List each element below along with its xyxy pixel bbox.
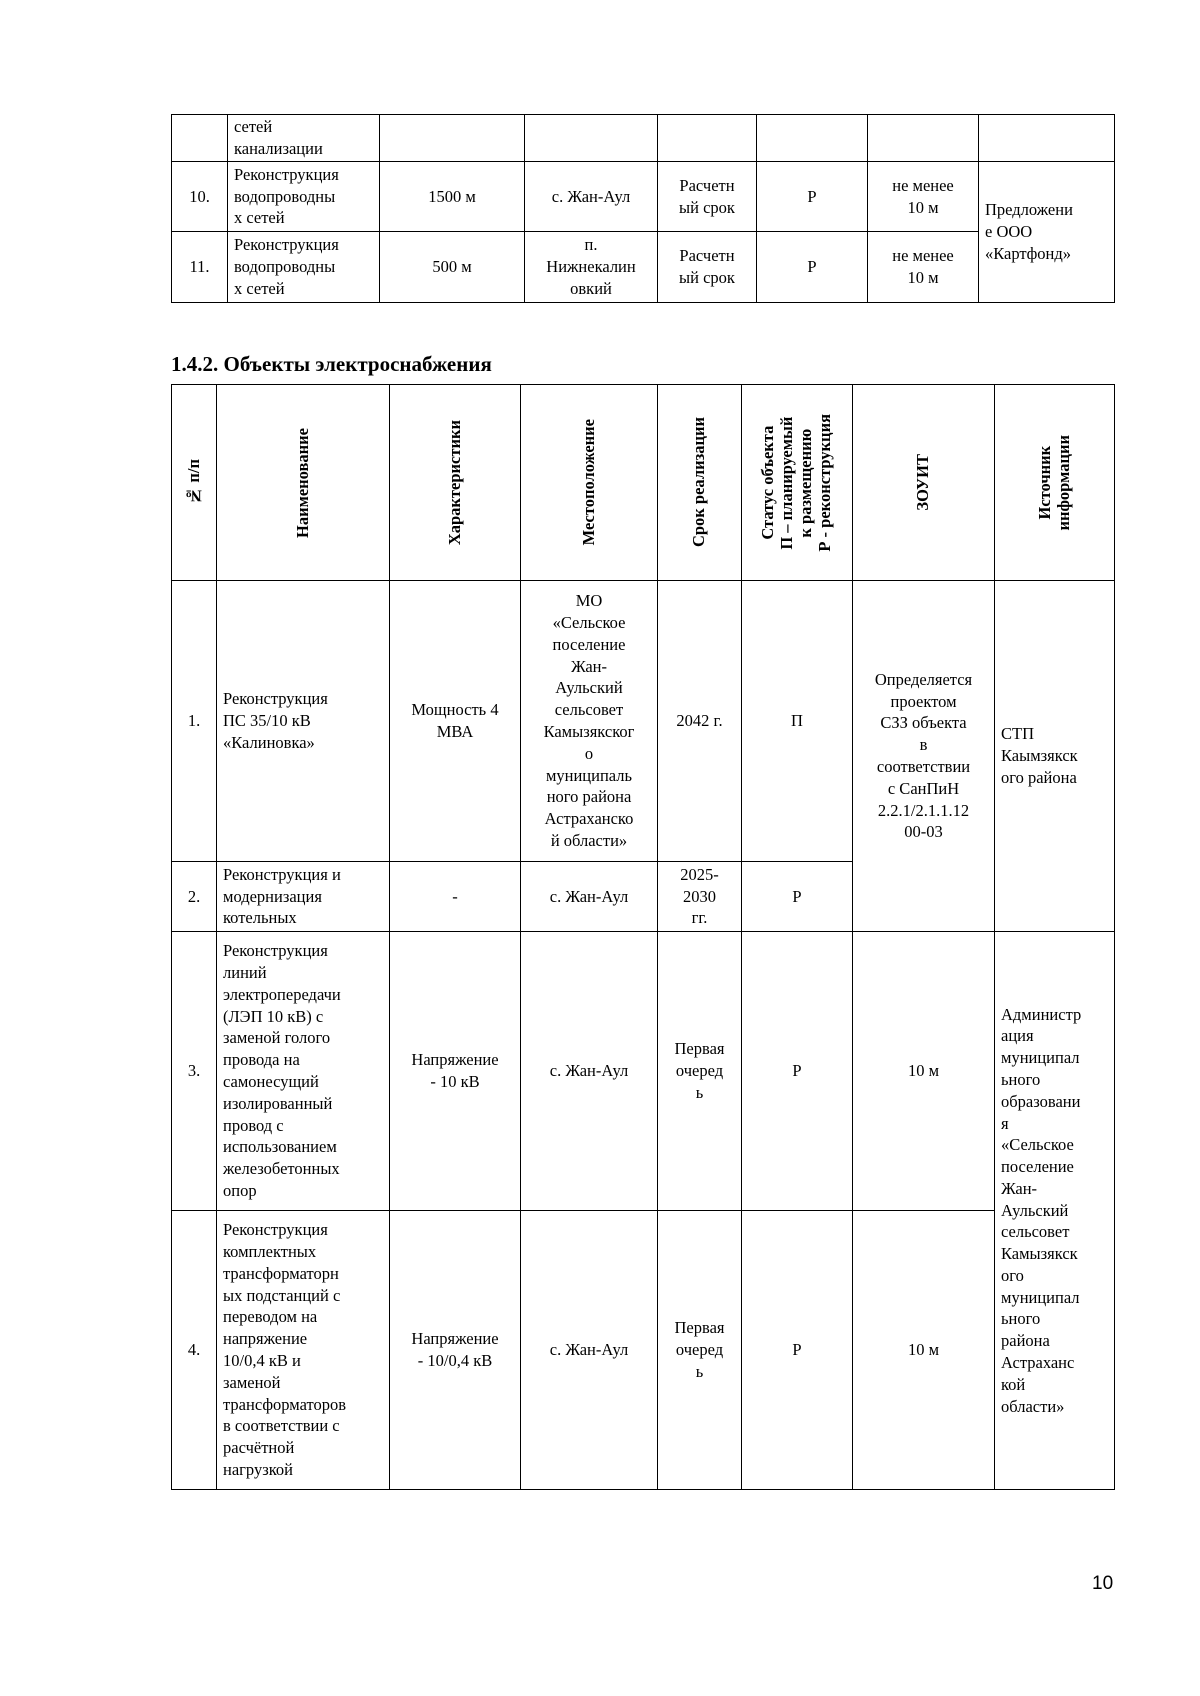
row-number: 2. bbox=[172, 862, 217, 932]
page-number: 10 bbox=[1092, 1573, 1114, 1594]
row-number: 11. bbox=[172, 232, 228, 303]
table-row bbox=[172, 932, 1115, 1211]
header-name: Наименование bbox=[217, 385, 390, 581]
status: Р bbox=[742, 862, 853, 932]
object-name: Реконструкция ПС 35/10 кВ «Калиновка» bbox=[217, 581, 390, 862]
header-status: Статус объекта П – планируемый к размещению Р - реконструкция bbox=[742, 385, 853, 581]
location: с. Жан-Аул bbox=[525, 162, 658, 232]
characteristics: 1500 м bbox=[380, 162, 525, 232]
location: с. Жан-Аул bbox=[521, 1211, 658, 1490]
location: МО «Сельское поселение Жан- Аульский сельсовет Камызякског о муниципаль ного района Астраханско й области» bbox=[521, 581, 658, 862]
source: СТП Каымзякск ого района bbox=[995, 581, 1115, 932]
source: Администр ация муниципал ьного образовани я «Сельское поселение Жан- Аульский сельсовет Камызякск ого муниципал ьного района Астраханс кой области» bbox=[995, 932, 1115, 1490]
table-row bbox=[172, 581, 1115, 862]
object-name: Реконструкция линий электропередачи (ЛЭП 10 кВ) с заменой голого провода на самонесущий изолированный провод с использованием железобетонных опор bbox=[217, 932, 390, 1211]
object-name: Реконструкция водопроводны х сетей bbox=[228, 162, 380, 232]
table-header-row bbox=[172, 385, 1115, 581]
status bbox=[757, 115, 868, 162]
source bbox=[979, 115, 1115, 162]
row-number: 4. bbox=[172, 1211, 217, 1490]
header-zone: ЗОУИТ bbox=[853, 385, 995, 581]
row-number bbox=[172, 115, 228, 162]
status: Р bbox=[742, 932, 853, 1211]
zone: 10 м bbox=[853, 932, 995, 1211]
water-supply-table-continuation bbox=[171, 114, 1115, 303]
status: Р bbox=[742, 1211, 853, 1490]
characteristics: Напряжение - 10/0,4 кВ bbox=[390, 1211, 521, 1490]
zone: не менее 10 м bbox=[868, 232, 979, 303]
term: Расчетн ый срок bbox=[658, 232, 757, 303]
term: Расчетн ый срок bbox=[658, 162, 757, 232]
header-term: Срок реализации bbox=[658, 385, 742, 581]
location: п. Нижнекалин овкий bbox=[525, 232, 658, 303]
characteristics: Напряжение - 10 кВ bbox=[390, 932, 521, 1211]
term: 2042 г. bbox=[658, 581, 742, 862]
characteristics: - bbox=[390, 862, 521, 932]
characteristics: 500 м bbox=[380, 232, 525, 303]
status: Р bbox=[757, 162, 868, 232]
term: Первая очеред ь bbox=[658, 1211, 742, 1490]
source: Предложени е ООО «Картфонд» bbox=[979, 162, 1115, 303]
row-number: 10. bbox=[172, 162, 228, 232]
table-row bbox=[172, 115, 1115, 162]
header-number: № п/п bbox=[172, 385, 217, 581]
status: Р bbox=[757, 232, 868, 303]
object-name: сетей канализации bbox=[228, 115, 380, 162]
term: Первая очеред ь bbox=[658, 932, 742, 1211]
table-row bbox=[172, 162, 1115, 232]
zone bbox=[868, 115, 979, 162]
zone: 10 м bbox=[853, 1211, 995, 1490]
header-source: Источник информации bbox=[995, 385, 1115, 581]
table-row bbox=[172, 232, 1115, 303]
characteristics bbox=[380, 115, 525, 162]
location: с. Жан-Аул bbox=[521, 862, 658, 932]
header-location: Местоположение bbox=[521, 385, 658, 581]
term bbox=[658, 115, 757, 162]
row-number: 1. bbox=[172, 581, 217, 862]
location bbox=[525, 115, 658, 162]
power-supply-table bbox=[171, 384, 1115, 1490]
term: 2025- 2030 гг. bbox=[658, 862, 742, 932]
object-name: Реконструкция водопроводны х сетей bbox=[228, 232, 380, 303]
zone: не менее 10 м bbox=[868, 162, 979, 232]
object-name: Реконструкция комплектных трансформаторн ых подстанций с переводом на напряжение 10/0,4 кВ и заменой трансформаторов в соответствии с расчётной нагрузкой bbox=[217, 1211, 390, 1490]
object-name: Реконструкция и модернизация котельных bbox=[217, 862, 390, 932]
location: с. Жан-Аул bbox=[521, 932, 658, 1211]
zone: Определяется проектом СЗЗ объекта в соответствии с СанПиН 2.2.1/2.1.1.12 00-03 bbox=[853, 581, 995, 932]
status: П bbox=[742, 581, 853, 862]
header-characteristics: Характеристики bbox=[390, 385, 521, 581]
table-row bbox=[172, 1211, 1115, 1490]
characteristics: Мощность 4 МВА bbox=[390, 581, 521, 862]
section-heading: 1.4.2. Объекты электроснабжения bbox=[171, 352, 492, 376]
row-number: 3. bbox=[172, 932, 217, 1211]
